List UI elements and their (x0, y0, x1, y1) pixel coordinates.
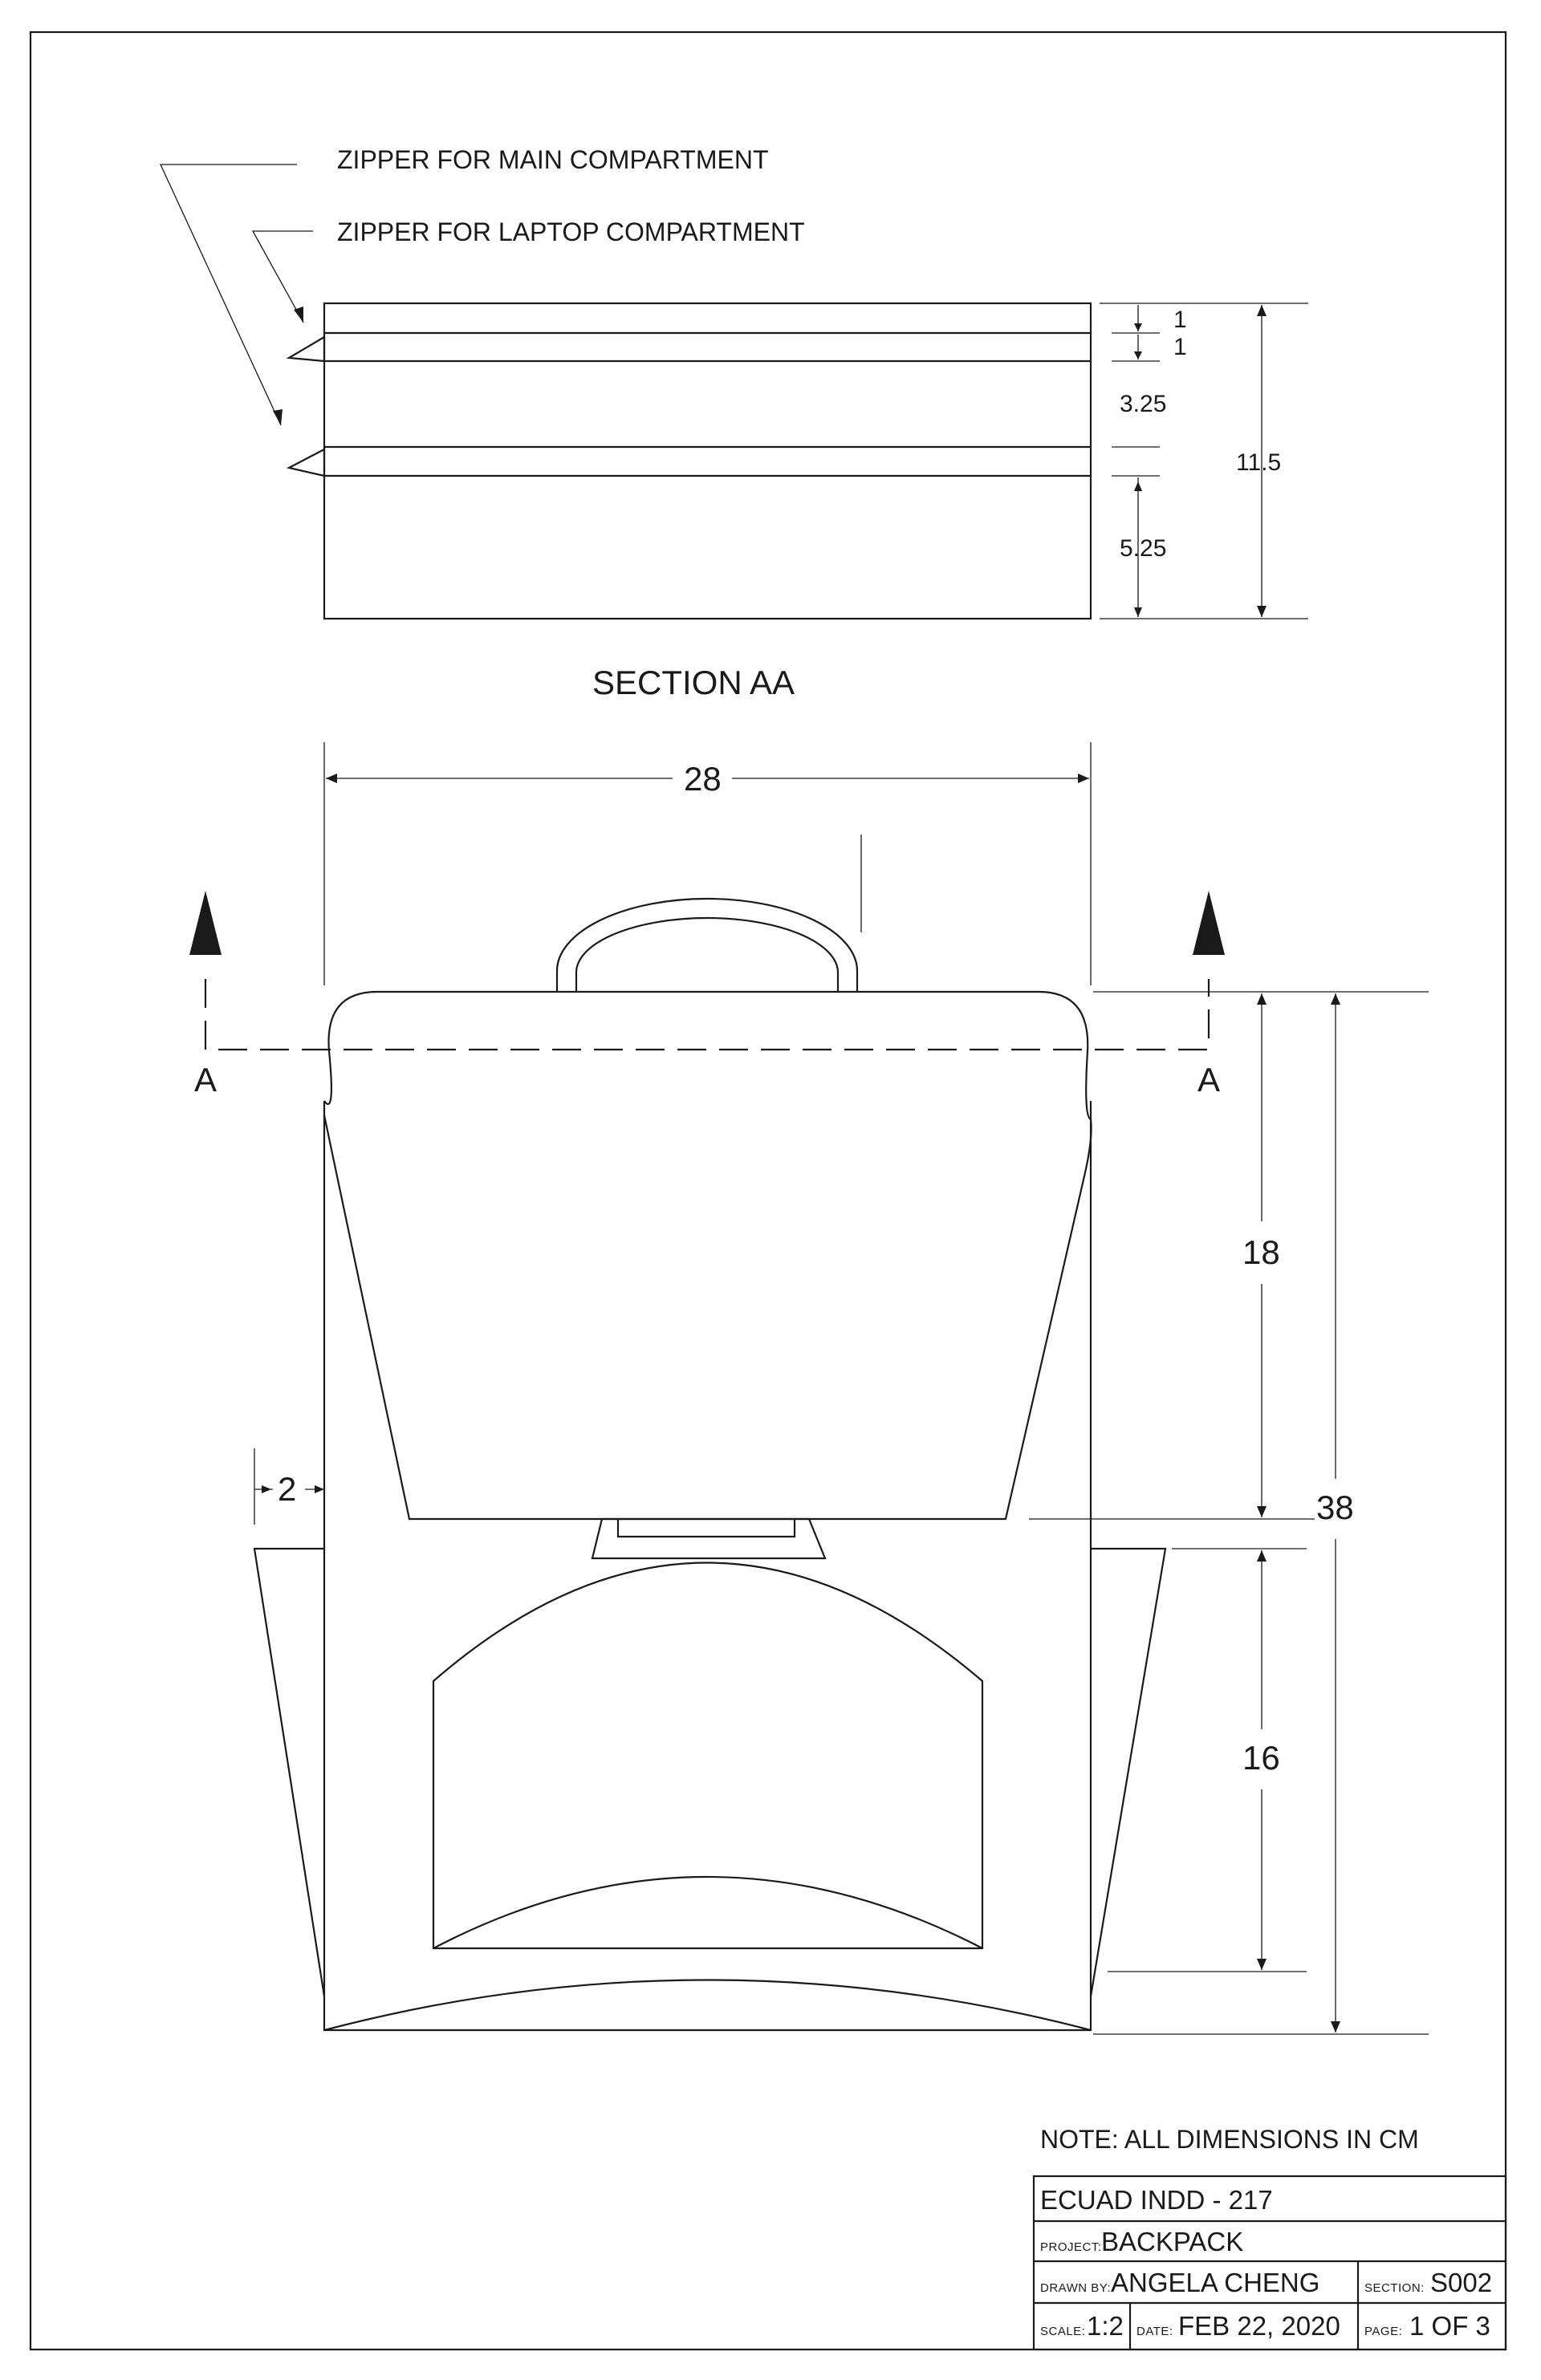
dim-width: 28 (684, 760, 722, 798)
dim-pocket-height: 16 (1242, 1739, 1280, 1777)
laptop-zipper-leader (253, 231, 313, 323)
section-marker-right: A (1197, 1061, 1221, 1099)
laptop-zipper-callout: ZIPPER FOR LAPTOP COMPARTMENT (337, 217, 805, 246)
section-label: SECTION: (1364, 2281, 1425, 2295)
right-side-strap (1091, 1549, 1165, 1996)
front-pocket-bottom-curve (433, 1877, 982, 1948)
section-outline (324, 303, 1091, 619)
page-value: 1 OF 3 (1409, 2311, 1490, 2341)
dim-top-strip-1: 1 (1173, 307, 1187, 333)
section-value: S002 (1430, 2268, 1493, 2297)
section-cut-line[interactable] (205, 979, 1209, 1050)
course-code: ECUAD INDD - 217 (1040, 2185, 1273, 2215)
main-zipper-callout: ZIPPER FOR MAIN COMPARTMENT (337, 145, 769, 174)
page-label: PAGE: (1364, 2325, 1403, 2338)
date-value: FEB 22, 2020 (1178, 2311, 1340, 2341)
base-curve (324, 1980, 1091, 2031)
main-zipper-leader-arrow (273, 409, 283, 425)
front-pocket (433, 1563, 982, 1949)
main-zipper-leader (161, 164, 297, 425)
left-side-strap (254, 1549, 324, 1996)
dim-section-overall: 11.5 (1236, 449, 1282, 476)
dim-flap-height: 18 (1242, 1233, 1280, 1271)
project-value: BACKPACK (1101, 2227, 1244, 2256)
dim-side-offset: 2 (278, 1470, 297, 1508)
front-view (189, 742, 1429, 2034)
section-marker-left: A (194, 1061, 218, 1099)
title-block (1034, 2176, 1506, 2350)
handle (557, 899, 857, 992)
front-flap (324, 992, 1092, 1519)
laptop-zipper-leader-arrow (294, 307, 303, 323)
dim-middle: 3.25 (1120, 391, 1167, 417)
drawn-by-value: ANGELA CHENG (1111, 2268, 1320, 2297)
dim-overall-height: 38 (1316, 1489, 1354, 1526)
sheet-border (30, 32, 1506, 2350)
section-aa-view (161, 145, 1308, 701)
buckle (592, 1519, 825, 1558)
section-arrow-left-icon (189, 891, 222, 955)
laptop-zipper-pull (289, 337, 324, 361)
dim-bottom: 5.25 (1120, 535, 1167, 562)
date-label: DATE: (1136, 2325, 1173, 2338)
handle-inner (576, 918, 838, 992)
dim-top-strip-2: 1 (1173, 334, 1187, 360)
scale-label: SCALE: (1040, 2325, 1086, 2338)
section-arrow-right-icon (1193, 891, 1225, 955)
dimensions-note: NOTE: ALL DIMENSIONS IN CM (1040, 2125, 1419, 2154)
buckle-inner (618, 1519, 795, 1537)
body-outline (324, 1101, 1091, 2030)
section-title: SECTION AA (592, 664, 795, 701)
project-label: PROJECT: (1040, 2240, 1102, 2254)
main-zipper-pull (289, 449, 324, 476)
scale-value: 1:2 (1087, 2311, 1124, 2341)
drawn-by-label: DRAWN BY: (1040, 2281, 1112, 2295)
